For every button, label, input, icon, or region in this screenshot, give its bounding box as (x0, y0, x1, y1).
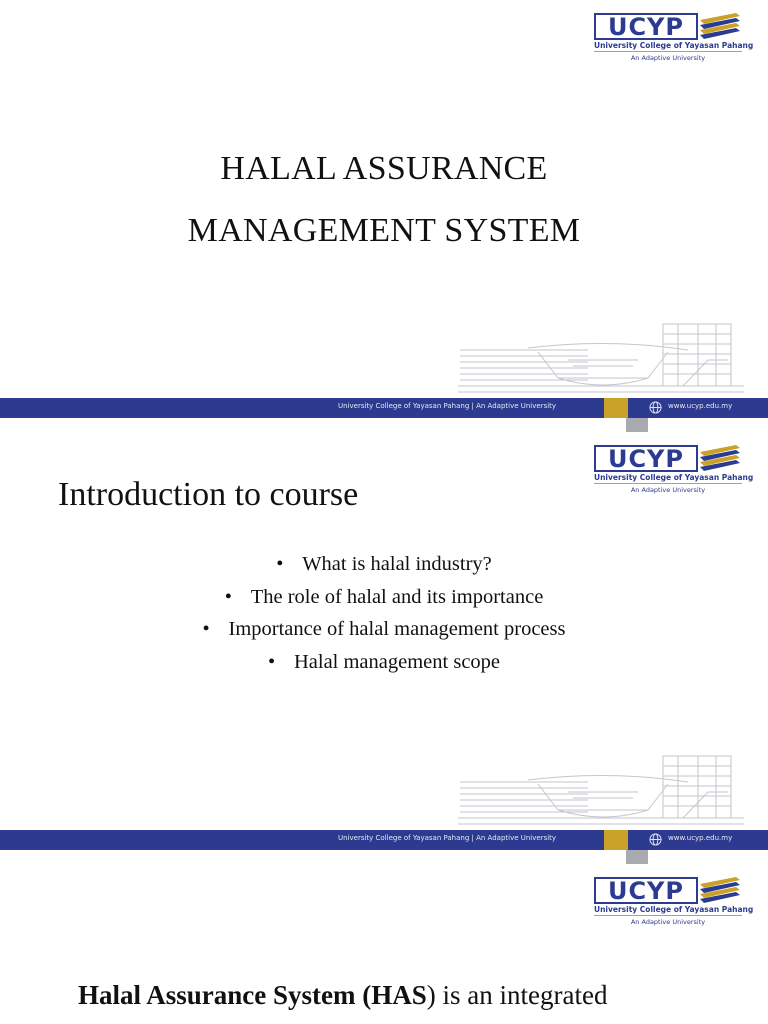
footer-url[interactable]: www.ucyp.edu.my (668, 834, 733, 842)
bullet-item (0, 613, 768, 646)
logo-name: University College of Yayasan Pahang (594, 473, 754, 482)
bullet-text: Importance of halal management process (228, 618, 566, 640)
slide-heading: Introduction to course (58, 476, 359, 513)
globe-icon (649, 401, 662, 414)
bullet-list (0, 548, 768, 678)
bullet-icon: • (267, 650, 276, 673)
wings-icon (700, 877, 740, 904)
slide-introduction (0, 432, 768, 864)
footer-tab (626, 850, 648, 864)
slide-title-line-2: MANAGEMENT SYSTEM (187, 212, 581, 249)
logo-mark: UCYP (607, 13, 685, 41)
campus-building-illustration (458, 752, 744, 830)
logo-divider (594, 51, 742, 52)
footer-url[interactable]: www.ucyp.edu.my (668, 402, 733, 410)
bullet-item (0, 646, 768, 679)
footer-text: University College of Yayasan Pahang | An Adaptive University (338, 834, 557, 842)
ucyp-logo (594, 13, 754, 65)
bullet-text: The role of halal and its importance (250, 585, 544, 608)
logo-tagline: An Adaptive University (630, 486, 706, 494)
has-definition-rest: ) is an integrated (426, 980, 608, 1010)
has-term: Halal Assurance System ( (78, 980, 372, 1010)
logo-tagline: An Adaptive University (630, 918, 706, 926)
campus-building-illustration (458, 320, 744, 398)
logo-mark-box (594, 445, 698, 472)
logo-tagline: An Adaptive University (630, 54, 706, 62)
bullet-icon: • (202, 618, 210, 640)
footer-tab (626, 418, 648, 432)
wings-icon (700, 13, 740, 40)
bullet-item (0, 581, 768, 614)
slide-has-definition (0, 864, 768, 1024)
logo-divider (594, 483, 742, 484)
has-definition-text (78, 980, 607, 1011)
ucyp-logo (594, 445, 754, 497)
slide-title (0, 0, 768, 432)
footer-accent-block (604, 398, 628, 418)
footer-text: University College of Yayasan Pahang | An Adaptive University (338, 402, 557, 410)
logo-mark-box (594, 13, 698, 40)
globe-icon (649, 833, 662, 846)
slide-title-line-1: HALAL ASSURANCE (220, 150, 548, 187)
bullet-item (0, 548, 768, 581)
logo-divider (594, 915, 742, 916)
footer-bar (0, 830, 768, 850)
logo-name: University College of Yayasan Pahang (594, 905, 754, 914)
bullet-icon: • (224, 585, 232, 608)
logo-mark-box (594, 877, 698, 904)
wings-icon (700, 445, 740, 472)
logo-mark: UCYP (607, 445, 685, 473)
ucyp-logo (594, 877, 754, 929)
bullet-text: What is halal industry? (302, 553, 492, 575)
logo-mark: UCYP (607, 877, 685, 905)
footer-bar (0, 398, 768, 418)
bullet-icon: • (276, 553, 284, 575)
has-abbreviation: HAS (371, 980, 427, 1010)
logo-name: University College of Yayasan Pahang (594, 41, 754, 50)
bullet-text: Halal management scope (293, 650, 501, 673)
footer-accent-block (604, 830, 628, 850)
